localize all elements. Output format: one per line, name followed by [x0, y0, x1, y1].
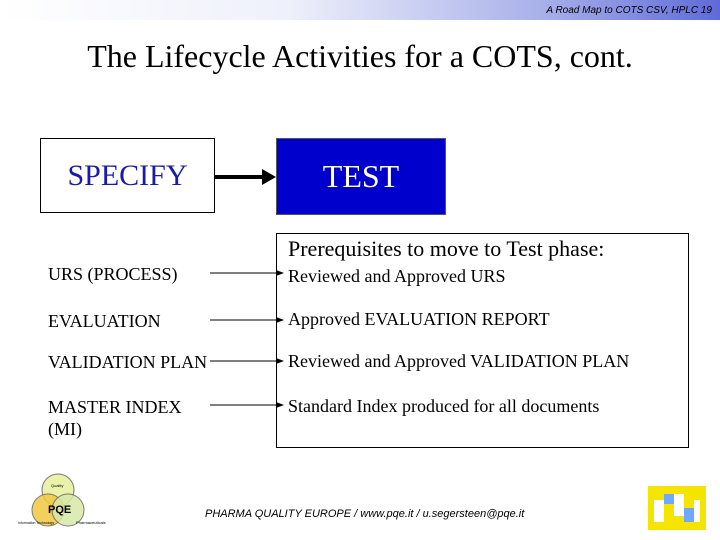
slide-title: The Lifecycle Activities for a COTS, cont. [87, 38, 633, 74]
prerequisites-heading: Prerequisites to move to Test phase: [288, 236, 605, 261]
row-right-urs: Reviewed and Approved URS [288, 266, 506, 286]
row-right-validation-plan: Reviewed and Approved VALIDATION PLAN [288, 351, 630, 371]
footer-text: PHARMA QUALITY EUROPE / www.pqe.it / u.segersteen@pqe.it [205, 508, 525, 520]
test-label: TEST [322, 158, 400, 194]
specify-label: SPECIFY [67, 158, 188, 192]
row-left-urs: URS (PROCESS) [48, 264, 178, 284]
row-arrow-urs [210, 270, 284, 276]
row-right-standard-index: Standard Index produced for all documents [288, 396, 600, 416]
row-left-master-index: MASTER INDEX (MI) [48, 397, 182, 439]
row-arrow-validation-plan [210, 358, 284, 364]
logo-quality-label: Quality [51, 483, 64, 488]
logo-pharma-label: Pharmaceuticals [76, 520, 106, 525]
logo-pqe-label: PQE [48, 504, 72, 516]
pqe-venn-logo-icon [18, 468, 128, 534]
row-arrow-evaluation [210, 317, 284, 323]
row-arrow-master-index [210, 402, 284, 408]
row-left-validation-plan: VALIDATION PLAN [48, 352, 208, 372]
corner-logo-icon [648, 486, 706, 530]
header-text: A Road Map to COTS CSV, HPLC 19 [546, 5, 712, 16]
row-left-evaluation: EVALUATION [48, 311, 161, 331]
logo-it-label: Information Technology [18, 521, 55, 525]
row-right-evaluation: Approved EVALUATION REPORT [288, 309, 550, 329]
